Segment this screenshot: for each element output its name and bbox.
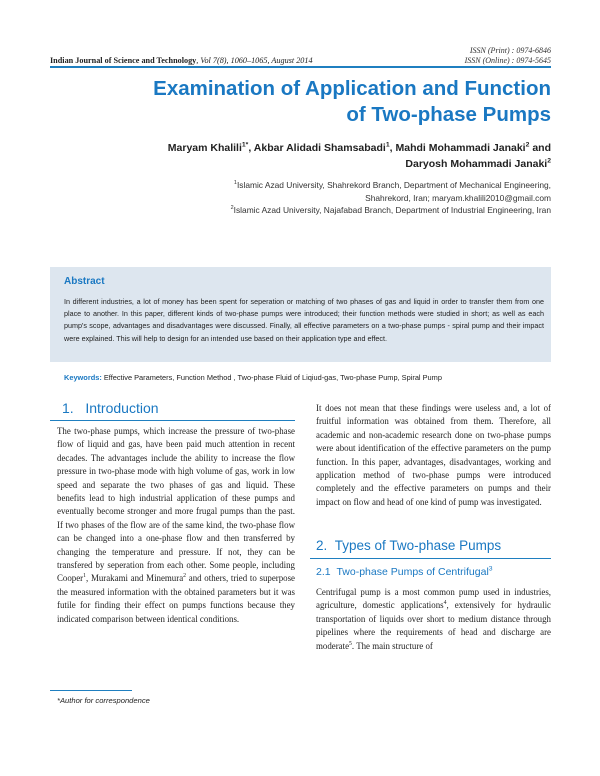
section-2-text-b: , extensively for hydraulic transportation of liquids over short to medium distance through pipelines where the requirements of head and discharge are moderate [316,600,551,651]
keywords [64,373,544,382]
section-1-heading [62,400,159,416]
author-and: and [529,142,551,154]
ref-3: 3 [488,565,493,573]
abstract-text: In different industries, a lot of money has been spent for seperation or matching of two phases of gas and liquid in order to transfer them from one place to another. In this paper, different kinds of two-phase pumps were introduced; their function methods were studied in short; as well as each pump's scope, advantages and disadvantages were discussed. Finally, all effective parameters on a two-phase pumps - spiral pump and their impact were explained. This will help to design for an intended use based on their application type and effect. [64,297,544,343]
right-column-paragraph: It does not mean that these findings were useless and, a lot of fruitful information was obtained from them. Therefore, all academic and non-academic research done on two-phase pumps were about identification of the effective parameters on the pump function. In this paper, advantages, disadvantages, working and application method of two-phase pumps were introduced completely and the effective parameters on pumps and their impact on flow and head of one kind of pump was investigated. [316,403,551,507]
keywords-text: Effective Parameters, Function Method , Two-phase Fluid of Liqiud-gas, Two-phase Pump, Spiral Pump [101,373,442,382]
section-2-heading [316,538,501,553]
author-4: Daryosh Mohammadi Janaki [405,158,548,170]
header-rule [50,66,551,68]
affiliation-1 [111,179,551,204]
introduction-paragraph [57,425,295,626]
issn-online: ISSN (Online) : 0974-5645 [464,56,551,65]
affiliation-1-line-2: Shahrekord, Iran; maryam.khalili2010@gmail.com [365,192,551,203]
subsection-2-1-heading [316,566,493,578]
author-3: , Mahdi Mohammadi Janaki [389,142,526,154]
section-2-text-c: . The main structure of [351,640,433,651]
ref-2: 2 [183,573,187,580]
section-1-number: 1. [62,400,74,416]
affiliation-1-sup: 1 [233,180,237,187]
author-4-sup: 2 [547,157,551,165]
affiliation-2 [111,204,551,217]
affiliation-2-line-1: Islamic Azad University, Najafabad Branch, Department of Industrial Engineering, Iran [233,205,551,215]
journal-name: Indian Journal of Science and Technology [50,56,197,65]
ref-5: 5 [349,640,352,647]
section-1-rule [50,420,295,421]
section-2-rule [310,558,551,559]
keywords-label: Keywords: [64,373,102,382]
footnote-rule [50,690,132,691]
title-line-2: of Two-phase Pumps [346,103,551,126]
author-1: Maryam Khalili [167,142,242,154]
author-1-sup: 1* [241,141,249,149]
intro-text-c: and others, tried to superpose the measured information with the obtained parameters but it was futile for finding their effect on pumps functions because they indicated comparison between identical conditions. [57,573,295,624]
section-1-title: Introduction [85,400,159,416]
section-2-title: Types of Two-phase Pumps [334,538,502,553]
title-line-1: Examination of Application and Function [153,77,551,100]
author-3-sup: 2 [525,141,530,149]
author-list [111,140,551,172]
journal-issue: , Vol 7(8), 1060–1065, August 2014 [196,56,313,65]
affiliation-2-sup: 2 [230,205,234,212]
intro-text-b: , Murakami and Minemura [86,573,184,584]
paper-title [81,76,551,128]
journal-citation [50,56,313,65]
footnote-correspondence: *Author for correspondence [57,696,150,705]
author-2: , Akbar Alidadi Shamsabadi [248,142,386,154]
author-2-sup: 1 [385,141,390,149]
intro-text-a: The two-phase pumps, which increase the pressure of two-phase flow of liquid and gas, have been paid much attention in recent decades. The advantages include the ability to increase the flow pressure in two-phase mode with high volume of gas, work in low speed and separate the two phases of gas and liquid. These benefits lead to high industrial application of these pumps and eventually become stronger and more frugal pumps than the past. If two phases of the flow are of the same kind, the two-phase flow can be changed into a one-phase flow and then transferred by changing the temperature and pressure. If not, they can be transfered by seperation from each other. Some people, including Cooper [57,426,295,584]
issn-print: ISSN (Print) : 0974-6846 [469,46,551,55]
affiliation-1-line-1: Islamic Azad University, Shahrekord Branch, Department of Mechanical Engineering, [236,180,551,190]
section-2-text-a: Centrifugal pump is a most common pump used in industries, agriculture, domestic applications [316,587,551,611]
ref-4: 4 [443,600,447,607]
section-2-paragraph [316,586,551,653]
section-2-number: 2. [316,538,328,553]
subsection-2-1-number: 2.1 [316,566,331,578]
abstract-heading: Abstract [64,276,105,287]
subsection-2-1-title: Two-phase Pumps of Centrifugal [336,566,489,578]
ref-1: 1 [83,573,87,580]
